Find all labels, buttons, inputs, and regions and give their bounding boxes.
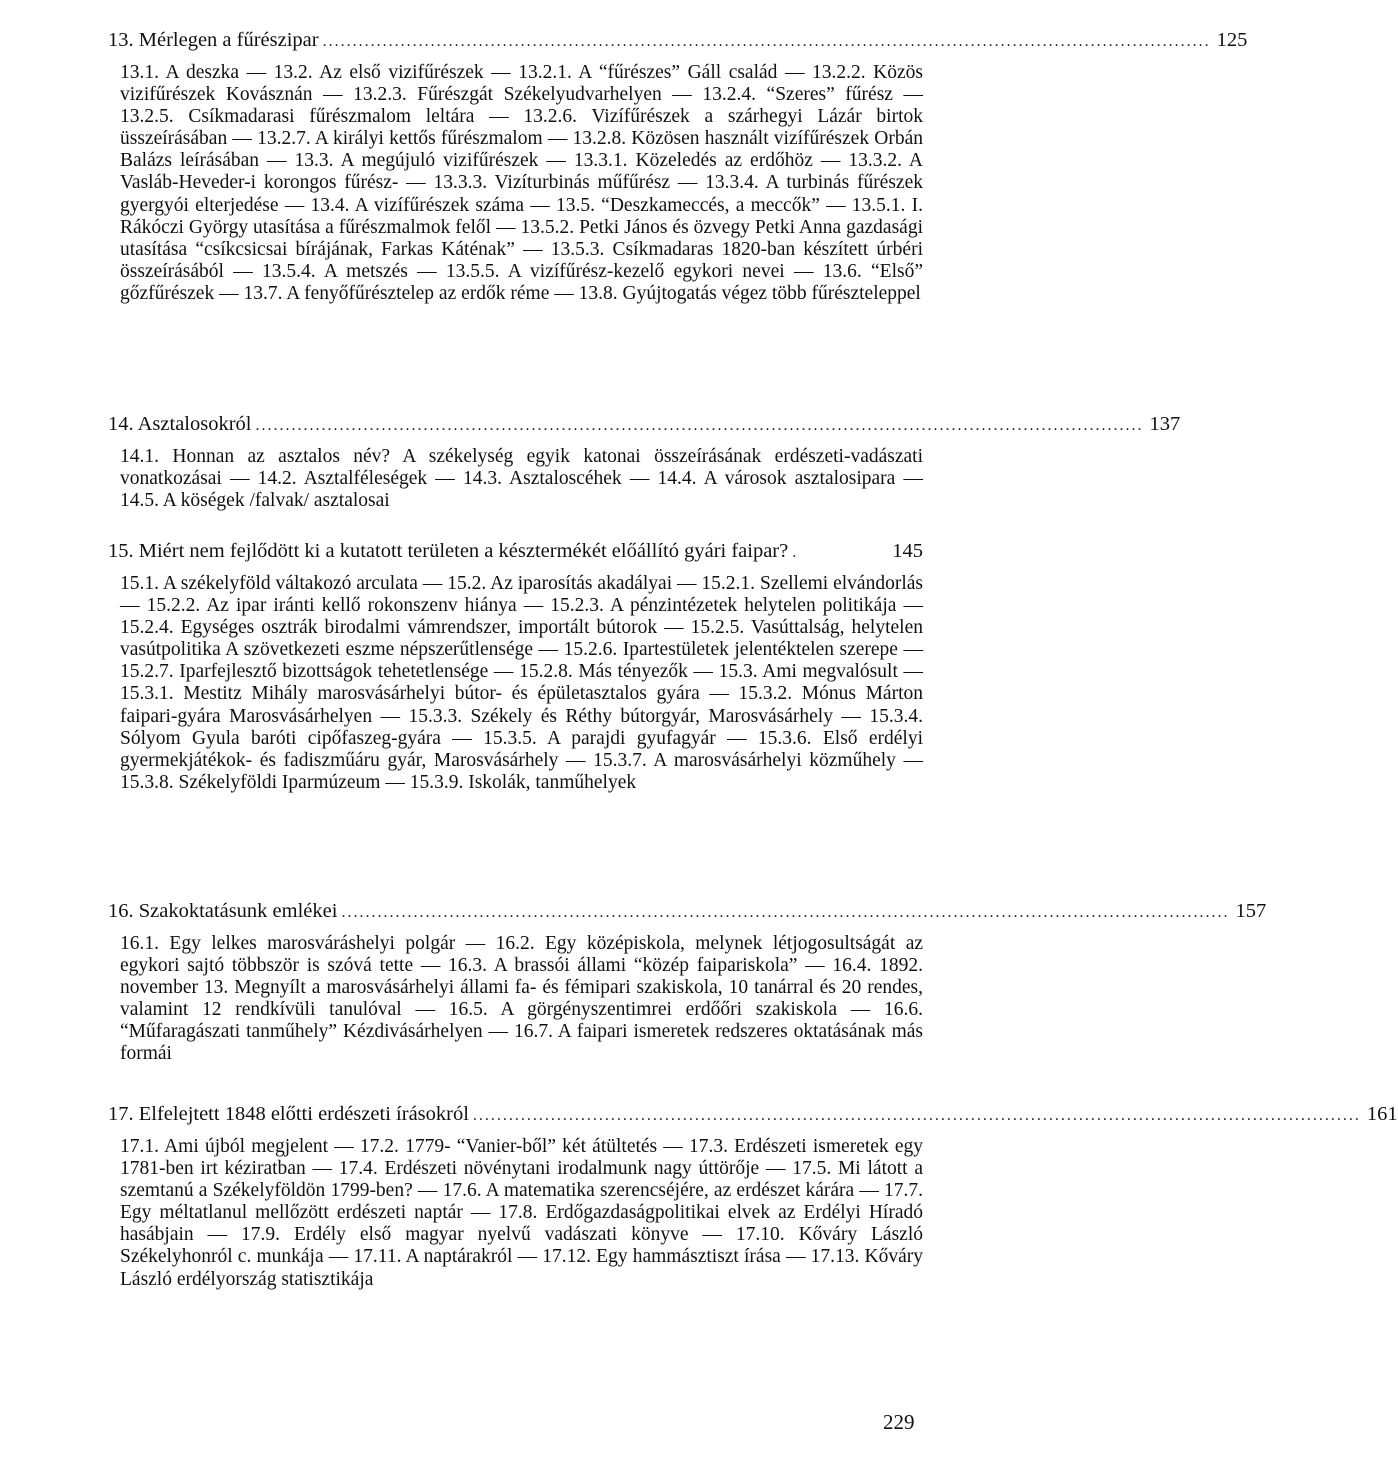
chapter-contents: 17.1. Ami újból megjelent — 17.2. 1779- “Vanier-ből” két átültetés — 17.3. Erdészeti ismeretek egy 1781-ben irt kéziratban — 17.4. Erdészeti növénytani irodalmunk nagy úttörője — 17.5. Mi látott a szemtanú a Székelyföldön 1799-ben? — 17.6. A matematika szerencséjére, az erdészet kárára — 17.7. Egy méltatlanul mellőzött erdészeti naptár — 17.8. Erdőgazdaságpolitikai elvek az Erdélyi Híradó hasábjain — 17.9. Erdély első magyar nyelvű vadászati könyve — 17.10. Kőváry László Székelyhonról c. munkája — 17.11. A naptárakról — 17.12. Egy hammásztiszt írása — 17.13. Kőváry László erdélyország statisztikája (120, 1136, 923, 1290)
chapter-contents: 15.1. A székelyföld váltakozó arculata — 15.2. Az iparosítás akadályai — 15.2.1. Szellemi elvándorlás — 15.2.2. Az ipar iránti kellő rokonszenv hiánya — 15.2.3. A pénzintézetek helytelen politikája — 15.2.4. Egységes osztrák birodalmi vámrendszer, importált bútorok — 15.2.5. Vasúttalság, helytelen vasútpolitika A szövetkezeti eszme népszerűtlensége — 15.2.6. Ipartestületek jelentéktelen szerepe — 15.2.7. Iparfejlesztő bizottságok tehetetlensége — 15.2.8. Más tényezők — 15.3. Ami megvalósult — 15.3.1. Mestitz Mihály marosvásárhelyi bútor- és épületasztalos gyára — 15.3.2. Mónus Márton faipari-gyára Marosvásárhelyen — 15.3.3. Székely és Réthy bútorgyár, Marosvásárhely — 15.3.4. Sólyom Gyula baróti cipőfaszeg-gyára — 15.3.5. A parajdi gyufagyár — 15.3.6. Első erdélyi gyermekjátékok- és fadiszműáru gyár, Marosvásárhely — 15.3.7. A marosvásárhelyi közműhely — 15.3.8. Székelyföldi Iparmúzeum — 15.3.9. Iskolák, tanműhelyek (120, 573, 923, 793)
chapter-page-number: 137 (1149, 413, 1181, 435)
chapter-page-number: 161 (1366, 1103, 1398, 1125)
dot-leader: .................................................................................................................................................... (322, 33, 1211, 50)
chapter-heading (108, 1102, 1398, 1128)
chapter-heading (108, 28, 1248, 54)
dot-leader: . (792, 544, 799, 561)
chapter-title: 16. Szakoktatásunk emlékei (108, 900, 338, 922)
toc-chapter-16 (108, 899, 1267, 1066)
dot-leader: .................................................................................................................................................... (341, 904, 1230, 921)
chapter-contents: 14.1. Honnan az asztalos név? A székelység egyik katonai összeírásának erdészeti-vadászati vonatkozásai — 14.2. Asztalféleségek — 14.3. Asztaloscéhek — 14.4. A városok asztalosipara — 14.5. A köségek /falvak/ asztalosai (120, 446, 923, 512)
dot-leader: .................................................................................................................................................... (255, 417, 1144, 434)
chapter-heading (108, 412, 1181, 438)
dot-leader: .................................................................................................................................................... (472, 1107, 1361, 1124)
chapter-title: 14. Asztalosokról (108, 413, 252, 435)
chapter-title: 13. Mérlegen a fűrészipar (108, 29, 319, 51)
toc-chapter-17 (108, 1102, 1398, 1291)
chapter-page-number: 125 (1216, 29, 1248, 51)
chapter-contents: 13.1. A deszka — 13.2. Az első vizifűrészek — 13.2.1. A “fűrészes” Gáll család — 13.2.2. Közös vizifűrészek Kovásznán — 13.2.3. Fűrészgát Székelyudvarhelyen — 13.2.4. “Szeres” fűrész — 13.2.5. Csíkmadarasi fűrészmalom leltára — 13.2.6. Vizífűrészek a szárhegyi Lázár birtok üsszeírásában — 13.2.7. A királyi kettős fűrészmalom — 13.2.8. Közösen használt vizífűrészek Orbán Balázs leírásában — 13.3. A megújuló vizifűrészek — 13.3.1. Közeledés az erdőhöz — 13.3.2. A Vasláb-Heveder-i korongos fűrész- — 13.3.3. Vizíturbinás műfűrész — 13.3.4. A turbinás fűrészek gyergyói elterjedése — 13.4. A vizífűrészek száma — 13.5. “Deszkameccés, a meccők” — 13.5.1. I. Rákóczi György utasítása a fűrészmalmok felől — 13.5.2. Petki János és özvegy Petki Anna gazdasági utasítása “csíkcsicsai bírájának, Farkas Káténak” — 13.5.3. Csíkmadaras 1820-ban készített úrbéri összeírásából — 13.5.4. A metszés — 13.5.5. A vizífűrész-kezelő egykori nevei — 13.6. “Első” gőzfűrészek — 13.7. A fenyőfűrésztelep az erdők réme — 13.8. Gyújtogatás végez több fűrészteleppel (120, 62, 923, 304)
toc-chapter-14 (108, 412, 1181, 512)
page-number: 229 (883, 1410, 915, 1434)
toc-chapter-13 (108, 28, 1248, 305)
chapter-contents: 16.1. Egy lelkes marosváráshelyi polgár — 16.2. Egy középiskola, melynek létjogosultságát az egykori sajtó többször is szóvá tette — 16.3. A brassói állami “közép faipariskola” — 16.4. 1892. november 13. Megnyílt a marosvásárhelyi állami fa- és fémipari szakiskola, 10 tanárral és 20 rendes, valamint 12 rendkívüli tanulóval — 16.5. A görgényszentimrei erdőőri szakiskola — 16.6. “Műfaragászati tanműhely” Kézdivásárhelyen — 16.7. A faipari ismeretek redszeres oktatásának más formái (120, 933, 923, 1065)
chapter-title: 17. Elfelejtett 1848 előtti erdészeti írásokról (108, 1103, 469, 1125)
toc-chapter-15 (108, 539, 923, 794)
chapter-heading (108, 899, 1267, 925)
chapter-page-number: 157 (1235, 900, 1267, 922)
chapter-page-number: 145 (892, 540, 923, 562)
chapter-title: 15. Miért nem fejlődött ki a kutatott területen a késztermékét előállító gyári faipar? (108, 540, 789, 562)
chapter-heading (108, 539, 923, 565)
